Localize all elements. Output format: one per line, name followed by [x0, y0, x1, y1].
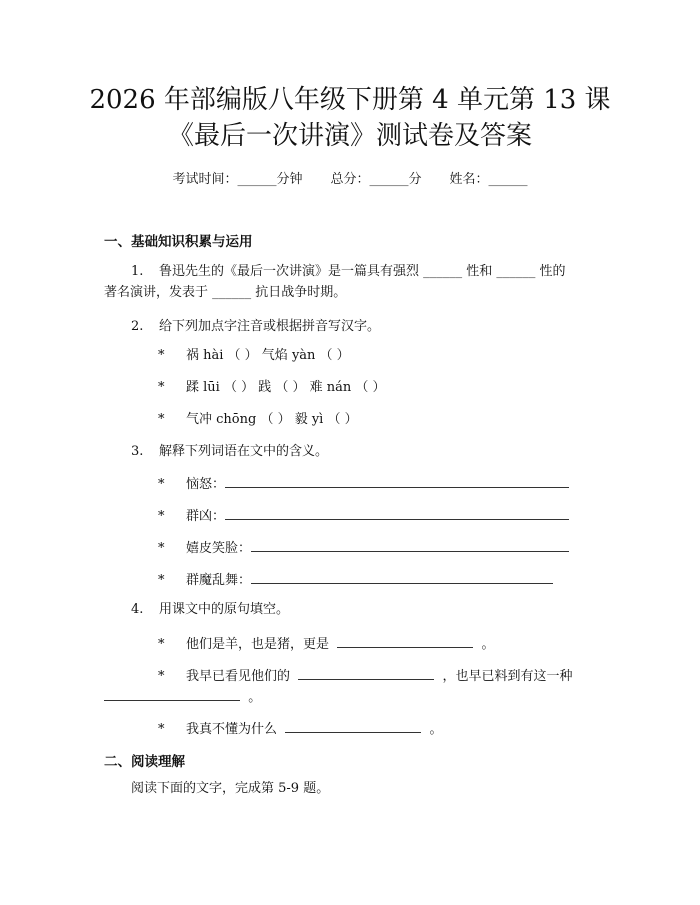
- question-4-item-continued: [104, 686, 261, 707]
- bullet-icon: *: [158, 380, 165, 395]
- answer-line[interactable]: [225, 473, 569, 488]
- question-1-line-2: 著名演讲，发表于 ______ 抗日战争时期。: [104, 285, 347, 300]
- fill-suffix: 。: [429, 722, 443, 737]
- bullet-icon: *: [158, 637, 165, 652]
- fill-prefix: 我真不懂为什么: [186, 722, 278, 737]
- fill-prefix: 他们是羊，也是猪，更是: [186, 637, 330, 652]
- question-3-item: [158, 537, 569, 558]
- question-3: [131, 443, 328, 461]
- question-2-item: [158, 411, 358, 429]
- question-3-term: 嬉皮笑脸：: [186, 541, 252, 556]
- title-line-1: 2026 年部编版八年级下册第 4 单元第 13 课: [89, 85, 611, 115]
- question-3-term: 群凶：: [186, 509, 226, 524]
- exam-time: 考试时间：______分钟: [172, 172, 303, 187]
- answer-line[interactable]: [104, 686, 240, 701]
- bullet-icon: *: [158, 573, 165, 588]
- question-2-item: [158, 347, 350, 365]
- answer-line[interactable]: [225, 505, 569, 520]
- bullet-icon: *: [158, 477, 165, 492]
- bullet-icon: *: [158, 669, 165, 684]
- question-2-item-text: 气冲 chōng （ ） 毅 yì （ ）: [186, 412, 358, 427]
- question-4: [131, 601, 289, 619]
- bullet-icon: *: [158, 348, 165, 363]
- question-4-item: [158, 665, 573, 686]
- question-4-number: 4.: [131, 602, 144, 617]
- fill-prefix: 我早已看见他们的: [186, 669, 291, 684]
- question-2-item-text: 祸 hài （ ） 气焰 yàn （ ）: [186, 348, 350, 363]
- question-3-item: [158, 569, 553, 590]
- question-3-term: 群魔乱舞：: [186, 573, 252, 588]
- answer-line[interactable]: [298, 665, 434, 680]
- question-3-number: 3.: [131, 444, 144, 459]
- question-3-prompt: 解释下列词语在文中的含义。: [159, 444, 329, 459]
- question-4-item: [158, 633, 495, 654]
- bullet-icon: *: [158, 541, 165, 556]
- student-name: 姓名：______: [449, 172, 528, 187]
- question-2-number: 2.: [131, 319, 144, 334]
- question-3-item: [158, 473, 569, 494]
- fill-suffix: 。: [481, 637, 495, 652]
- question-4-item: [158, 718, 443, 739]
- question-2-item: [158, 379, 386, 397]
- question-2: [131, 318, 380, 336]
- question-3-term: 恼怒：: [186, 477, 226, 492]
- section-2-intro: 阅读下面的文字，完成第 5-9 题。: [131, 781, 330, 796]
- question-2-item-text: 蹂 lūi （ ） 践 （ ） 难 nán （ ）: [186, 380, 386, 395]
- question-2-prompt: 给下列加点字注音或根据拼音写汉字。: [159, 319, 381, 334]
- fill-suffix: ，也早已料到有这一种: [442, 669, 573, 684]
- question-1-number: 1.: [131, 264, 144, 279]
- section-2-heading: 二、阅读理解: [104, 754, 185, 770]
- answer-line[interactable]: [251, 569, 553, 584]
- answer-line[interactable]: [337, 633, 473, 648]
- bullet-icon: *: [158, 722, 165, 737]
- section-1-heading: 一、基础知识积累与运用: [104, 234, 253, 250]
- answer-line[interactable]: [285, 718, 421, 733]
- question-1-line-1: 鲁迅先生的《最后一次讲演》是一篇具有强烈 ______ 性和 ______ 性的: [159, 264, 566, 279]
- exam-meta: [0, 168, 700, 187]
- answer-line[interactable]: [251, 537, 569, 552]
- question-1: [131, 263, 566, 281]
- question-4-prompt: 用课文中的原句填空。: [159, 602, 290, 617]
- title-line-2: 《最后一次讲演》测试卷及答案: [167, 121, 532, 151]
- question-3-item: [158, 505, 569, 526]
- fill-suffix: 。: [248, 690, 262, 705]
- bullet-icon: *: [158, 412, 165, 427]
- bullet-icon: *: [158, 509, 165, 524]
- total-score: 总分：______分: [330, 172, 422, 187]
